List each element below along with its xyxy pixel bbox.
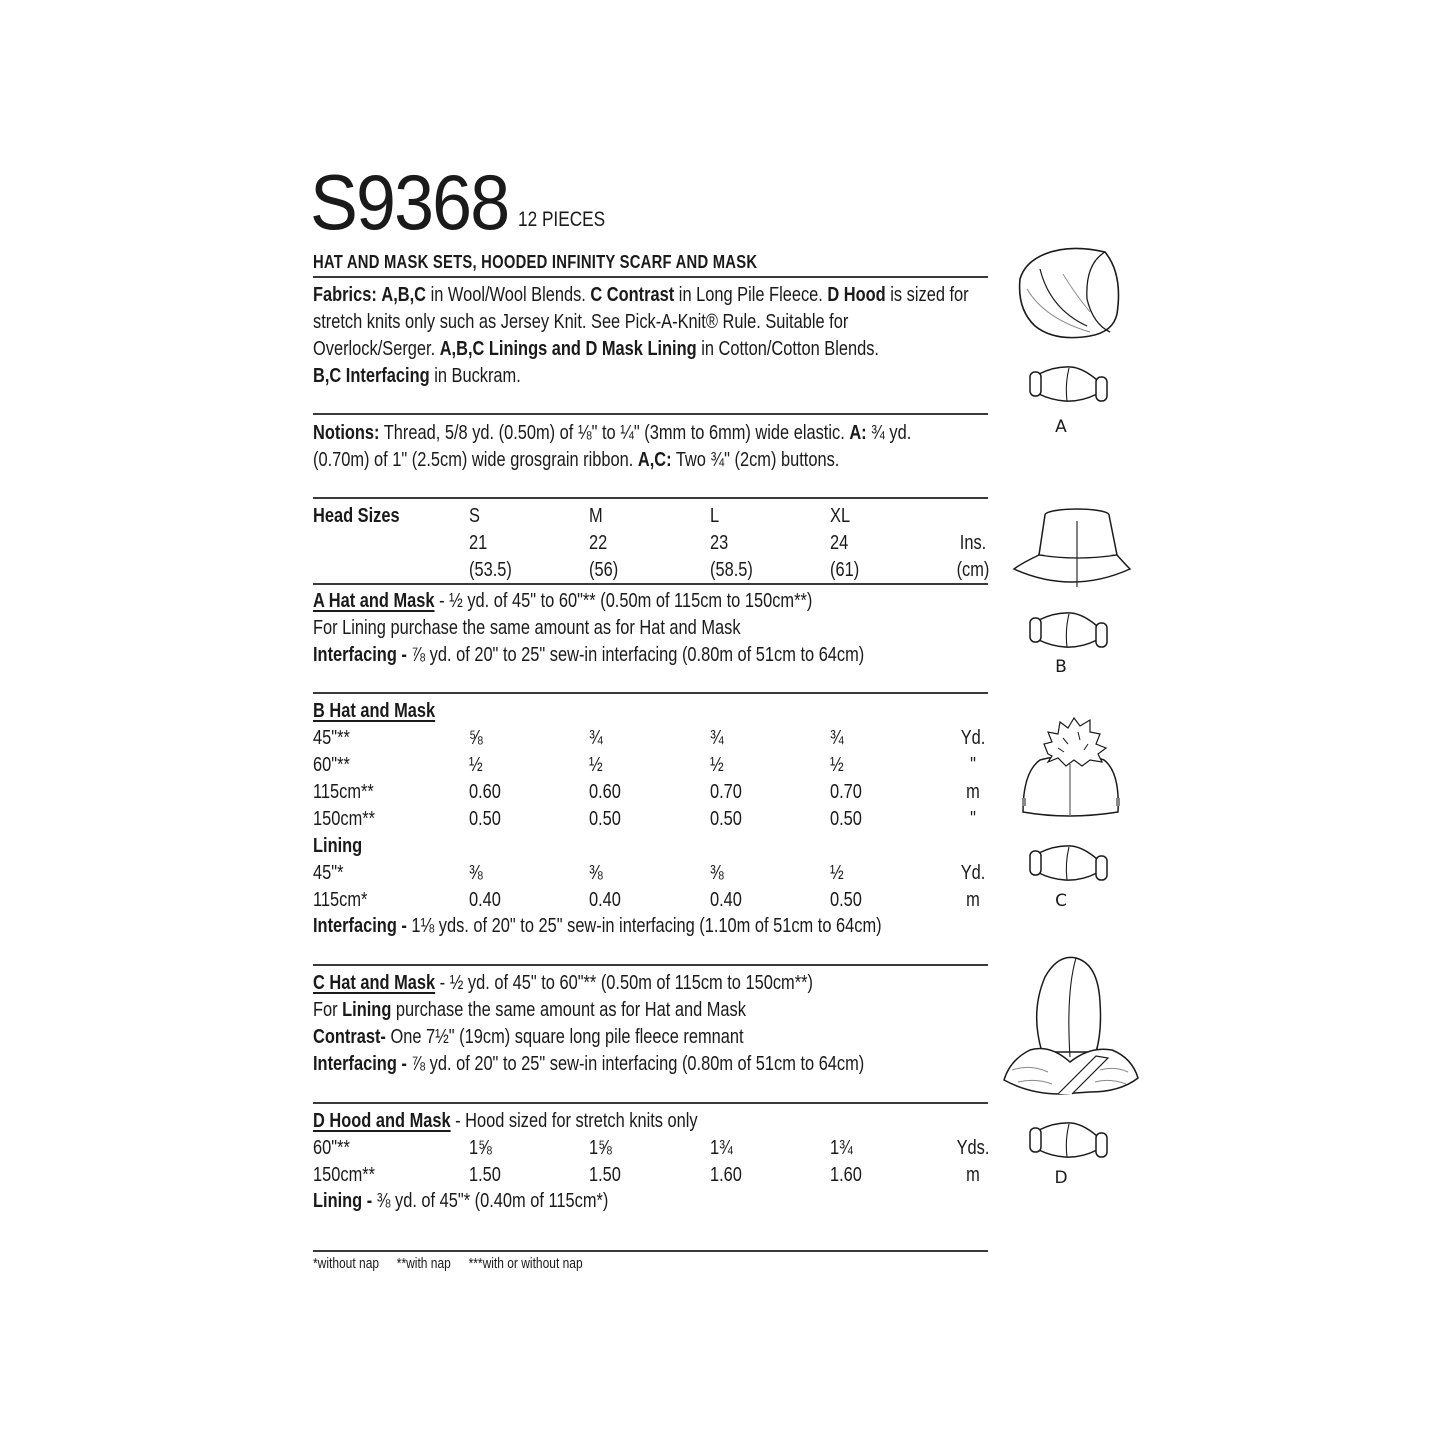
- mask-icon: [1025, 364, 1113, 406]
- size-s: S: [469, 504, 480, 527]
- size-l: L: [710, 504, 720, 527]
- text: One 7½" (19cm) square long pile fleece remnant: [385, 1025, 744, 1048]
- value: ⅜: [589, 861, 603, 884]
- value: ⅜: [469, 861, 483, 884]
- mask-icon: [1025, 1120, 1113, 1162]
- value: 1⅝: [469, 1136, 492, 1159]
- unit: Yd.: [960, 861, 986, 884]
- value: 1.50: [469, 1163, 501, 1186]
- value: 0.50: [830, 888, 862, 911]
- contrast-label: C Contrast: [590, 283, 675, 306]
- value: ⅜: [710, 861, 724, 884]
- fabric-width: 150cm**: [313, 807, 375, 830]
- view-label-d: D: [1054, 1168, 1068, 1188]
- value: 0.40: [469, 888, 501, 911]
- view-c-contrast: [313, 1023, 744, 1050]
- text: in Buckram.: [429, 364, 521, 387]
- fabric-width: 150cm**: [313, 1163, 375, 1186]
- value: 22: [589, 531, 608, 554]
- value: 0.40: [589, 888, 621, 911]
- value: (56): [589, 558, 619, 581]
- value: ¾: [589, 726, 603, 749]
- value: 0.60: [589, 780, 621, 803]
- text: - ½ yd. of 45" to 60"** (0.50m of 115cm to 150cm**): [434, 589, 813, 612]
- value: 24: [830, 531, 849, 554]
- value: ¾: [710, 726, 724, 749]
- view-ref: A,C:: [637, 448, 672, 471]
- view-b-title: B Hat and Mask: [313, 699, 436, 722]
- value: ½: [469, 753, 483, 776]
- value: 0.40: [710, 888, 742, 911]
- text: - Hood sized for stretch knits only: [450, 1109, 698, 1132]
- view-b-title-line: [313, 697, 435, 724]
- hooded-scarf-icon: [1000, 952, 1140, 1097]
- notions-line-1: [313, 419, 911, 446]
- value: ½: [830, 753, 844, 776]
- headwrap-hat-icon: [1015, 244, 1125, 344]
- divider: [313, 692, 988, 694]
- view-d-lining: [313, 1187, 608, 1214]
- hood-label: D Hood: [827, 283, 886, 306]
- size-m: M: [589, 504, 603, 527]
- text: Two ¾" (2cm) buttons.: [671, 448, 840, 471]
- text: in Long Pile Fleece.: [674, 283, 828, 306]
- view-d-title: D Hood and Mask: [313, 1109, 451, 1132]
- mask-icon: [1025, 610, 1113, 652]
- value: 1¾: [830, 1136, 853, 1159]
- value: 0.50: [830, 807, 862, 830]
- text: is sized for: [885, 283, 969, 306]
- pattern-subtitle: HAT AND MASK SETS, HOODED INFINITY SCARF AND MASK: [313, 251, 758, 272]
- divider: [313, 497, 988, 499]
- unit: ": [970, 753, 976, 776]
- divider: [313, 1250, 988, 1252]
- view-d-title-line: [313, 1107, 698, 1134]
- text: ¾ yd.: [866, 421, 912, 444]
- text: ⅞ yd. of 20" to 25" sew-in interfacing (0.80m of 51cm to 64cm): [406, 1052, 865, 1075]
- unit: m: [966, 1163, 980, 1186]
- pattern-number: S9368: [310, 158, 509, 246]
- fabric-width: 45"*: [313, 861, 344, 884]
- interfacing-label: Interfacing -: [313, 1052, 407, 1075]
- unit: (cm): [956, 558, 990, 581]
- text: 1⅛ yds. of 20" to 25" sew-in interfacing (1.10m of 51cm to 64cm): [406, 914, 882, 937]
- view-label-a: A: [1055, 417, 1067, 437]
- lining-label: Lining: [313, 834, 363, 857]
- fabric-width: 60"**: [313, 753, 350, 776]
- interfacing-label: B,C Interfacing: [313, 364, 430, 387]
- pieces-count: 12 PIECES: [518, 208, 606, 231]
- divider: [313, 964, 988, 966]
- divider: [313, 583, 988, 585]
- unit: ": [970, 807, 976, 830]
- mask-icon: [1025, 843, 1113, 885]
- footnote: *without nap: [313, 1255, 380, 1272]
- lining-label: Lining: [342, 998, 392, 1021]
- fabrics-views: A,B,C: [381, 283, 427, 306]
- fabrics-line-4: [313, 362, 521, 389]
- unit: m: [966, 780, 980, 803]
- view-c-title-line: [313, 969, 813, 996]
- fabrics-line-2: stretch knits only such as Jersey Knit. See Pick-A-Knit® Rule. Suitable for: [313, 310, 849, 333]
- value: (61): [830, 558, 860, 581]
- footnote: ***with or without nap: [468, 1255, 583, 1272]
- view-c-title: C Hat and Mask: [313, 971, 436, 994]
- fabric-width: 45"**: [313, 726, 350, 749]
- value: 1.50: [589, 1163, 621, 1186]
- fabric-width: 115cm**: [313, 780, 374, 803]
- text: For: [313, 998, 343, 1021]
- fabrics-label: Fabrics:: [313, 283, 377, 306]
- value: ½: [589, 753, 603, 776]
- text: ⅞ yd. of 20" to 25" sew-in interfacing (0.80m of 51cm to 64cm): [406, 643, 865, 666]
- unit: m: [966, 888, 980, 911]
- head-sizes-label: Head Sizes: [313, 504, 400, 527]
- fabrics-line-3: [313, 335, 879, 362]
- view-label-c: C: [1055, 891, 1067, 911]
- fabrics-line-1: [313, 281, 969, 308]
- divider: [313, 276, 988, 278]
- view-a-title-line: [313, 587, 812, 614]
- notions-label: Notions:: [313, 421, 380, 444]
- view-c-lining: [313, 996, 746, 1023]
- value: 1.60: [710, 1163, 742, 1186]
- value: 0.50: [710, 807, 742, 830]
- unit: Yd.: [960, 726, 986, 749]
- value: 0.60: [469, 780, 501, 803]
- interfacing-label: Interfacing -: [313, 914, 407, 937]
- value: 0.50: [469, 807, 501, 830]
- pompom-beanie-icon: [1018, 712, 1128, 822]
- divider: [313, 413, 988, 415]
- value: 0.70: [710, 780, 742, 803]
- value: 0.50: [589, 807, 621, 830]
- unit: Yds.: [956, 1136, 990, 1159]
- view-a-title: A Hat and Mask: [313, 589, 435, 612]
- interfacing-label: Interfacing -: [313, 643, 407, 666]
- value: 1¾: [710, 1136, 733, 1159]
- text: in Cotton/Cotton Blends.: [696, 337, 879, 360]
- text: (0.70m) of 1" (2.5cm) wide grosgrain ribbon.: [313, 448, 638, 471]
- value: 1⅝: [589, 1136, 612, 1159]
- text: - ½ yd. of 45" to 60"** (0.50m of 115cm to 150cm**): [435, 971, 813, 994]
- value: ½: [710, 753, 724, 776]
- linings-label: A,B,C Linings and D Mask Lining: [439, 337, 697, 360]
- view-ref: A:: [849, 421, 867, 444]
- text: in Wool/Wool Blends.: [426, 283, 591, 306]
- view-a-interfacing: [313, 641, 864, 668]
- bucket-hat-icon: [1012, 505, 1132, 593]
- notions-line-2: [313, 446, 839, 473]
- view-a-lining: For Lining purchase the same amount as for Hat and Mask: [313, 616, 741, 639]
- value: ½: [830, 861, 844, 884]
- view-label-b: B: [1055, 657, 1067, 677]
- value: ⅝: [469, 726, 483, 749]
- value: 0.70: [830, 780, 862, 803]
- text: purchase the same amount as for Hat and Mask: [391, 998, 746, 1021]
- unit: Ins.: [959, 531, 987, 554]
- value: 21: [469, 531, 488, 554]
- text: Thread, 5/8 yd. (0.50m) of ⅛" to ¼" (3mm to 6mm) wide elastic.: [379, 421, 850, 444]
- value: 1.60: [830, 1163, 862, 1186]
- fabric-width: 115cm*: [313, 888, 368, 911]
- view-b-interfacing: [313, 912, 882, 939]
- value: ¾: [830, 726, 844, 749]
- footnotes: [313, 1255, 597, 1273]
- footnote: **with nap: [396, 1255, 451, 1272]
- text: Overlock/Serger.: [313, 337, 440, 360]
- value: 23: [710, 531, 729, 554]
- contrast-label: Contrast-: [313, 1025, 386, 1048]
- value: (58.5): [710, 558, 753, 581]
- value: (53.5): [469, 558, 512, 581]
- text: ⅜ yd. of 45"* (0.40m of 115cm*): [372, 1189, 609, 1212]
- fabric-width: 60"**: [313, 1136, 350, 1159]
- lining-label: Lining -: [313, 1189, 373, 1212]
- view-c-interfacing: [313, 1050, 864, 1077]
- size-xl: XL: [830, 504, 851, 527]
- divider: [313, 1102, 988, 1104]
